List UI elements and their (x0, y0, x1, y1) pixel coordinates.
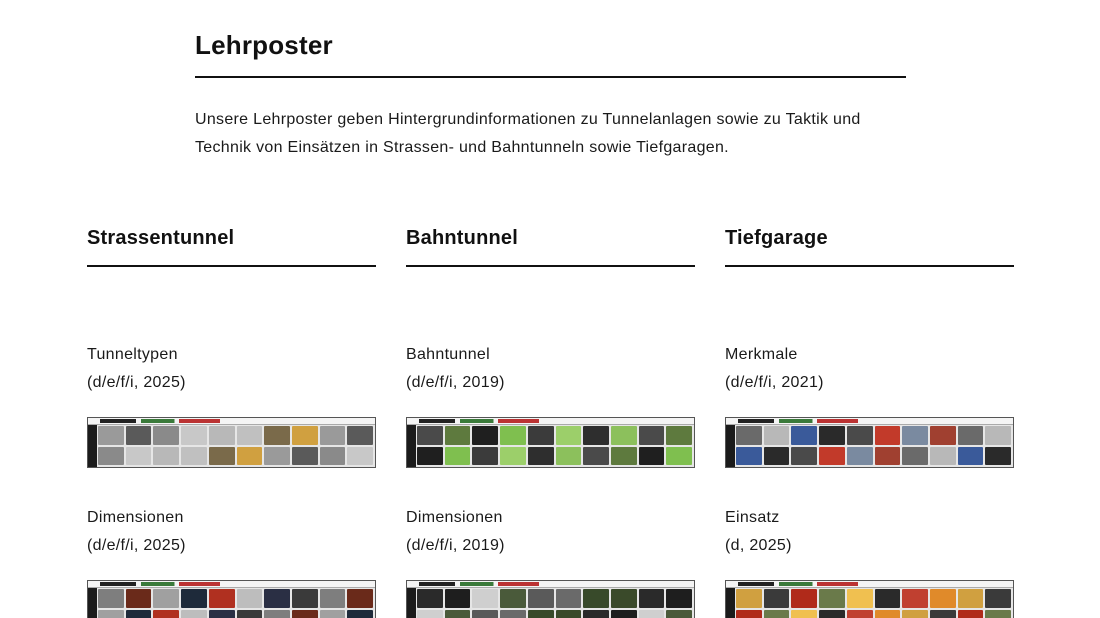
poster-image-cell (985, 426, 1011, 445)
poster-image-cell (902, 589, 928, 608)
poster-image-cell (153, 610, 179, 618)
poster-image-cell (528, 610, 554, 618)
poster-image-cell (264, 589, 290, 608)
poster-image-cell (930, 447, 956, 466)
poster-header-title-strip (738, 582, 858, 586)
poster-header-title-strip (100, 419, 220, 423)
section-description: Unsere Lehrposter geben Hintergrundinformationen zu Tunnelanlagen sowie zu Taktik und Technik von Einsätzen in Strassen- und Bahntunneln sowie Tiefgaragen. (195, 111, 861, 156)
poster-image-cell (583, 589, 609, 608)
poster-item (406, 504, 695, 618)
poster-image-cell (500, 589, 526, 608)
poster-image-cell (292, 426, 318, 445)
poster-image-cell (958, 426, 984, 445)
poster-image-cell (611, 610, 637, 618)
poster-image-cell (500, 610, 526, 618)
poster-image-cell (847, 610, 873, 618)
poster-image-cell (847, 426, 873, 445)
poster-image-cell (264, 610, 290, 618)
poster-item (406, 341, 695, 468)
poster-meta: (d/e/f/i, 2025) (87, 537, 186, 554)
poster-image-cell (126, 610, 152, 618)
title-divider (195, 76, 906, 78)
poster-image-cell (181, 589, 207, 608)
poster-image-cell (958, 589, 984, 608)
poster-image-cell (320, 426, 346, 445)
poster-image-cell (472, 610, 498, 618)
poster-image-cell (126, 447, 152, 466)
poster-image-grid (736, 426, 1011, 465)
poster-image-grid (417, 426, 692, 465)
poster-thumbnail[interactable] (406, 417, 695, 468)
poster-thumbnail[interactable] (87, 417, 376, 468)
poster-image-cell (791, 610, 817, 618)
poster-image-cell (264, 426, 290, 445)
poster-image-cell (209, 610, 235, 618)
poster-image-cell (736, 589, 762, 608)
poster-header-title-strip (738, 419, 858, 423)
poster-image-cell (791, 426, 817, 445)
poster-image-cell (875, 426, 901, 445)
poster-image-grid (98, 589, 373, 618)
poster-image-cell (819, 426, 845, 445)
poster-image-cell (791, 447, 817, 466)
poster-image-cell (930, 426, 956, 445)
poster-image-cell (611, 589, 637, 608)
poster-image-cell (181, 426, 207, 445)
poster-image-cell (417, 589, 443, 608)
column-heading: Strassentunnel (87, 227, 235, 249)
poster-meta: (d/e/f/i, 2019) (406, 537, 505, 554)
poster-image-cell (611, 447, 637, 466)
poster-image-cell (791, 589, 817, 608)
poster-image-cell (472, 447, 498, 466)
poster-image-cell (98, 589, 124, 608)
poster-image-cell (985, 589, 1011, 608)
poster-logo-icon (726, 418, 735, 468)
poster-image-cell (666, 447, 692, 466)
poster-image-cell (472, 426, 498, 445)
column-tiefgarage (725, 224, 1014, 554)
poster-image-cell (528, 589, 554, 608)
poster-title: Dimensionen (87, 509, 184, 526)
poster-image-cell (292, 447, 318, 466)
poster-image-cell (181, 610, 207, 618)
section-title: Lehrposter (195, 30, 333, 60)
poster-image-cell (237, 610, 263, 618)
column-divider (725, 265, 1014, 267)
poster-image-cell (445, 589, 471, 608)
poster-image-cell (445, 610, 471, 618)
poster-image-cell (528, 447, 554, 466)
poster-image-cell (417, 447, 443, 466)
poster-image-cell (292, 589, 318, 608)
poster-image-cell (958, 447, 984, 466)
poster-image-cell (764, 610, 790, 618)
poster-thumbnail[interactable] (406, 580, 695, 618)
poster-image-cell (556, 589, 582, 608)
column-heading: Tiefgarage (725, 227, 828, 249)
poster-meta: (d, 2025) (725, 537, 792, 554)
poster-thumbnail[interactable] (725, 417, 1014, 468)
column-bahntunnel (406, 224, 695, 554)
poster-header-strip (88, 418, 375, 425)
poster-image-cell (98, 426, 124, 445)
poster-image-cell (98, 610, 124, 618)
poster-image-cell (764, 447, 790, 466)
poster-image-cell (153, 447, 179, 466)
poster-image-cell (819, 610, 845, 618)
poster-image-cell (875, 589, 901, 608)
poster-image-cell (583, 426, 609, 445)
poster-meta: (d/e/f/i, 2019) (406, 374, 505, 391)
poster-image-cell (736, 447, 762, 466)
column-strassentunnel (87, 224, 376, 554)
poster-image-grid (98, 426, 373, 465)
poster-image-cell (347, 610, 373, 618)
poster-image-cell (666, 610, 692, 618)
poster-image-cell (347, 589, 373, 608)
column-divider (87, 265, 376, 267)
poster-header-title-strip (100, 582, 220, 586)
poster-image-cell (930, 610, 956, 618)
poster-header-strip (407, 418, 694, 425)
poster-image-cell (347, 447, 373, 466)
poster-thumbnail[interactable] (87, 580, 376, 618)
poster-image-cell (181, 447, 207, 466)
poster-image-cell (237, 589, 263, 608)
poster-item (87, 504, 376, 618)
poster-image-cell (875, 610, 901, 618)
poster-image-cell (902, 447, 928, 466)
poster-image-cell (417, 610, 443, 618)
poster-header-strip (88, 581, 375, 588)
poster-item (725, 504, 1014, 618)
poster-image-cell (264, 447, 290, 466)
poster-image-grid (417, 589, 692, 618)
poster-image-cell (237, 447, 263, 466)
poster-image-cell (902, 426, 928, 445)
poster-image-cell (500, 426, 526, 445)
poster-title: Merkmale (725, 346, 798, 363)
poster-image-cell (639, 610, 665, 618)
poster-image-cell (847, 589, 873, 608)
poster-image-cell (985, 447, 1011, 466)
column-divider (406, 265, 695, 267)
poster-image-cell (98, 447, 124, 466)
poster-image-cell (347, 426, 373, 445)
poster-image-cell (153, 589, 179, 608)
poster-header-title-strip (419, 419, 539, 423)
poster-item (87, 341, 376, 468)
poster-logo-icon (88, 418, 97, 468)
poster-image-cell (417, 426, 443, 445)
poster-image-cell (639, 447, 665, 466)
poster-image-cell (556, 426, 582, 445)
poster-image-cell (472, 589, 498, 608)
poster-image-cell (528, 426, 554, 445)
poster-image-cell (639, 426, 665, 445)
poster-image-cell (237, 426, 263, 445)
poster-image-cell (819, 447, 845, 466)
poster-header-strip (726, 581, 1013, 588)
poster-thumbnail[interactable] (725, 580, 1014, 618)
poster-image-cell (126, 589, 152, 608)
poster-image-cell (209, 589, 235, 608)
poster-header-title-strip (419, 582, 539, 586)
poster-image-cell (209, 447, 235, 466)
poster-item (725, 341, 1014, 468)
poster-image-cell (445, 447, 471, 466)
poster-meta: (d/e/f/i, 2021) (725, 374, 824, 391)
poster-image-cell (930, 589, 956, 608)
poster-image-cell (875, 447, 901, 466)
poster-title: Tunneltypen (87, 346, 178, 363)
poster-image-cell (320, 589, 346, 608)
poster-image-cell (764, 426, 790, 445)
poster-header-strip (726, 418, 1013, 425)
poster-logo-icon (407, 418, 416, 468)
poster-image-cell (666, 426, 692, 445)
poster-image-cell (611, 426, 637, 445)
poster-image-cell (126, 426, 152, 445)
poster-image-cell (958, 610, 984, 618)
poster-image-cell (153, 426, 179, 445)
poster-image-cell (985, 610, 1011, 618)
poster-image-cell (320, 610, 346, 618)
poster-image-cell (764, 589, 790, 608)
poster-image-cell (819, 589, 845, 608)
poster-image-cell (445, 426, 471, 445)
poster-meta: (d/e/f/i, 2025) (87, 374, 186, 391)
poster-image-cell (736, 610, 762, 618)
poster-image-grid (736, 589, 1011, 618)
poster-image-cell (583, 610, 609, 618)
poster-image-cell (292, 610, 318, 618)
poster-image-cell (500, 447, 526, 466)
poster-image-cell (556, 447, 582, 466)
poster-header-strip (407, 581, 694, 588)
poster-image-cell (902, 610, 928, 618)
column-heading: Bahntunnel (406, 227, 518, 249)
poster-title: Bahntunnel (406, 346, 490, 363)
poster-image-cell (639, 589, 665, 608)
poster-image-cell (320, 447, 346, 466)
poster-image-cell (666, 589, 692, 608)
poster-image-cell (847, 447, 873, 466)
poster-image-cell (583, 447, 609, 466)
poster-image-cell (209, 426, 235, 445)
poster-image-cell (736, 426, 762, 445)
poster-title: Dimensionen (406, 509, 503, 526)
poster-title: Einsatz (725, 509, 780, 526)
intro-section (195, 28, 906, 162)
poster-image-cell (556, 610, 582, 618)
